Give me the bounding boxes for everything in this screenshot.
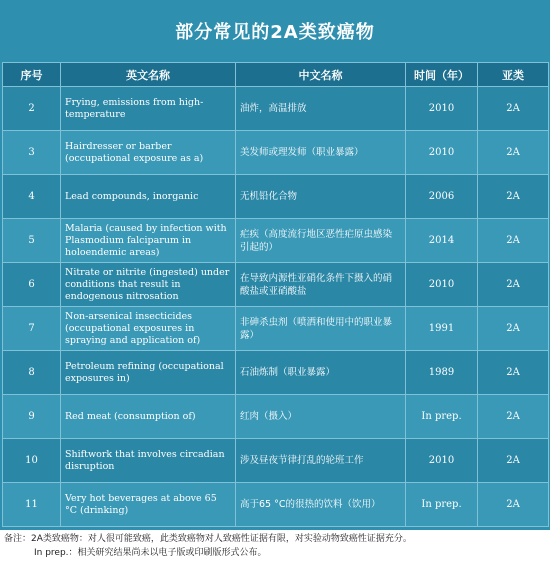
cell-en: Nitrate or nitrite (ingested) under conditions that result in endogenous nitrosation: [61, 263, 236, 307]
cell-year: 2010: [406, 87, 478, 131]
cell-en: Non-arsenical insecticides (occupational exposures in spraying and application of): [61, 307, 236, 351]
cell-en: Lead compounds, inorganic: [61, 175, 236, 219]
cell-en: Petroleum refining (occupational exposures in): [61, 351, 236, 395]
cell-year: 2010: [406, 439, 478, 483]
table-row: [3, 87, 549, 131]
cell-num: 7: [3, 307, 61, 351]
cell-zh: 高于65 °C的很热的饮料（饮用）: [236, 483, 406, 527]
cell-num: 5: [3, 219, 61, 263]
cell-zh: 红肉（摄入）: [236, 395, 406, 439]
table-title: 部分常见的2A类致癌物: [175, 22, 375, 43]
cell-group: 2A: [478, 87, 549, 131]
cell-group: 2A: [478, 219, 549, 263]
cell-year: 2014: [406, 219, 478, 263]
cell-num: 10: [3, 439, 61, 483]
col-header-group: 亚类: [478, 63, 549, 87]
cell-year: 1991: [406, 307, 478, 351]
cell-year: In prep.: [406, 395, 478, 439]
cell-num: 8: [3, 351, 61, 395]
footnote-2a-definition: 备注：2A类致癌物：对人很可能致癌，此类致癌物对人致癌性证据有限，对实验动物致癌性证据充分。: [4, 534, 412, 544]
cell-zh: 无机铅化合物: [236, 175, 406, 219]
cell-num: 3: [3, 131, 61, 175]
cell-num: 9: [3, 395, 61, 439]
cell-en: Shiftwork that involves circadian disruption: [61, 439, 236, 483]
footnote-in-prep: In prep.：相关研究结果尚未以电子版或印刷版形式公布。: [34, 548, 267, 558]
cell-group: 2A: [478, 175, 549, 219]
table-row: [3, 175, 549, 219]
cell-group: 2A: [478, 351, 549, 395]
table-row: [3, 263, 549, 307]
col-header-zh: 中文名称: [236, 63, 406, 87]
cell-num: 6: [3, 263, 61, 307]
cell-num: 11: [3, 483, 61, 527]
cell-num: 4: [3, 175, 61, 219]
cell-zh: 石油炼制（职业暴露）: [236, 351, 406, 395]
cell-group: 2A: [478, 439, 549, 483]
col-header-en: 英文名称: [61, 63, 236, 87]
cell-en: Malaria (caused by infection with Plasmodium falciparum in holoendemic areas): [61, 219, 236, 263]
cell-zh: 在导致内源性亚硝化条件下摄入的硝酸盐或亚硝酸盐: [236, 263, 406, 307]
table-row: [3, 219, 549, 263]
cell-group: 2A: [478, 131, 549, 175]
cell-en: Frying, emissions from high-temperature: [61, 87, 236, 131]
cell-group: 2A: [478, 483, 549, 527]
cell-en: Very hot beverages at above 65 °C (drinking): [61, 483, 236, 527]
cell-en: Red meat (consumption of): [61, 395, 236, 439]
cell-year: 1989: [406, 351, 478, 395]
cell-zh: 涉及昼夜节律打乱的轮班工作: [236, 439, 406, 483]
cell-en: Hairdresser or barber (occupational exposure as a): [61, 131, 236, 175]
col-header-num: 序号: [3, 63, 61, 87]
table-row: [3, 439, 549, 483]
col-header-year: 时间（年）: [406, 63, 478, 87]
table-row: [3, 351, 549, 395]
table-row: [3, 307, 549, 351]
cell-group: 2A: [478, 307, 549, 351]
title-bar: [0, 0, 550, 62]
cell-num: 2: [3, 87, 61, 131]
table-row: [3, 131, 549, 175]
cell-year: 2006: [406, 175, 478, 219]
table-row: [3, 395, 549, 439]
footnotes: [4, 532, 548, 560]
cell-zh: 非砷杀虫剂（喷洒和使用中的职业暴露）: [236, 307, 406, 351]
header-row: [3, 63, 549, 87]
cell-zh: 美发师或理发师（职业暴露）: [236, 131, 406, 175]
cell-group: 2A: [478, 263, 549, 307]
cell-year: 2010: [406, 263, 478, 307]
cell-zh: 疟疾（高度流行地区恶性疟原虫感染引起的）: [236, 219, 406, 263]
cell-zh: 油炸，高温排放: [236, 87, 406, 131]
cell-year: In prep.: [406, 483, 478, 527]
cell-group: 2A: [478, 395, 549, 439]
cell-year: 2010: [406, 131, 478, 175]
carcinogen-table: [2, 62, 549, 527]
table-row: [3, 483, 549, 527]
